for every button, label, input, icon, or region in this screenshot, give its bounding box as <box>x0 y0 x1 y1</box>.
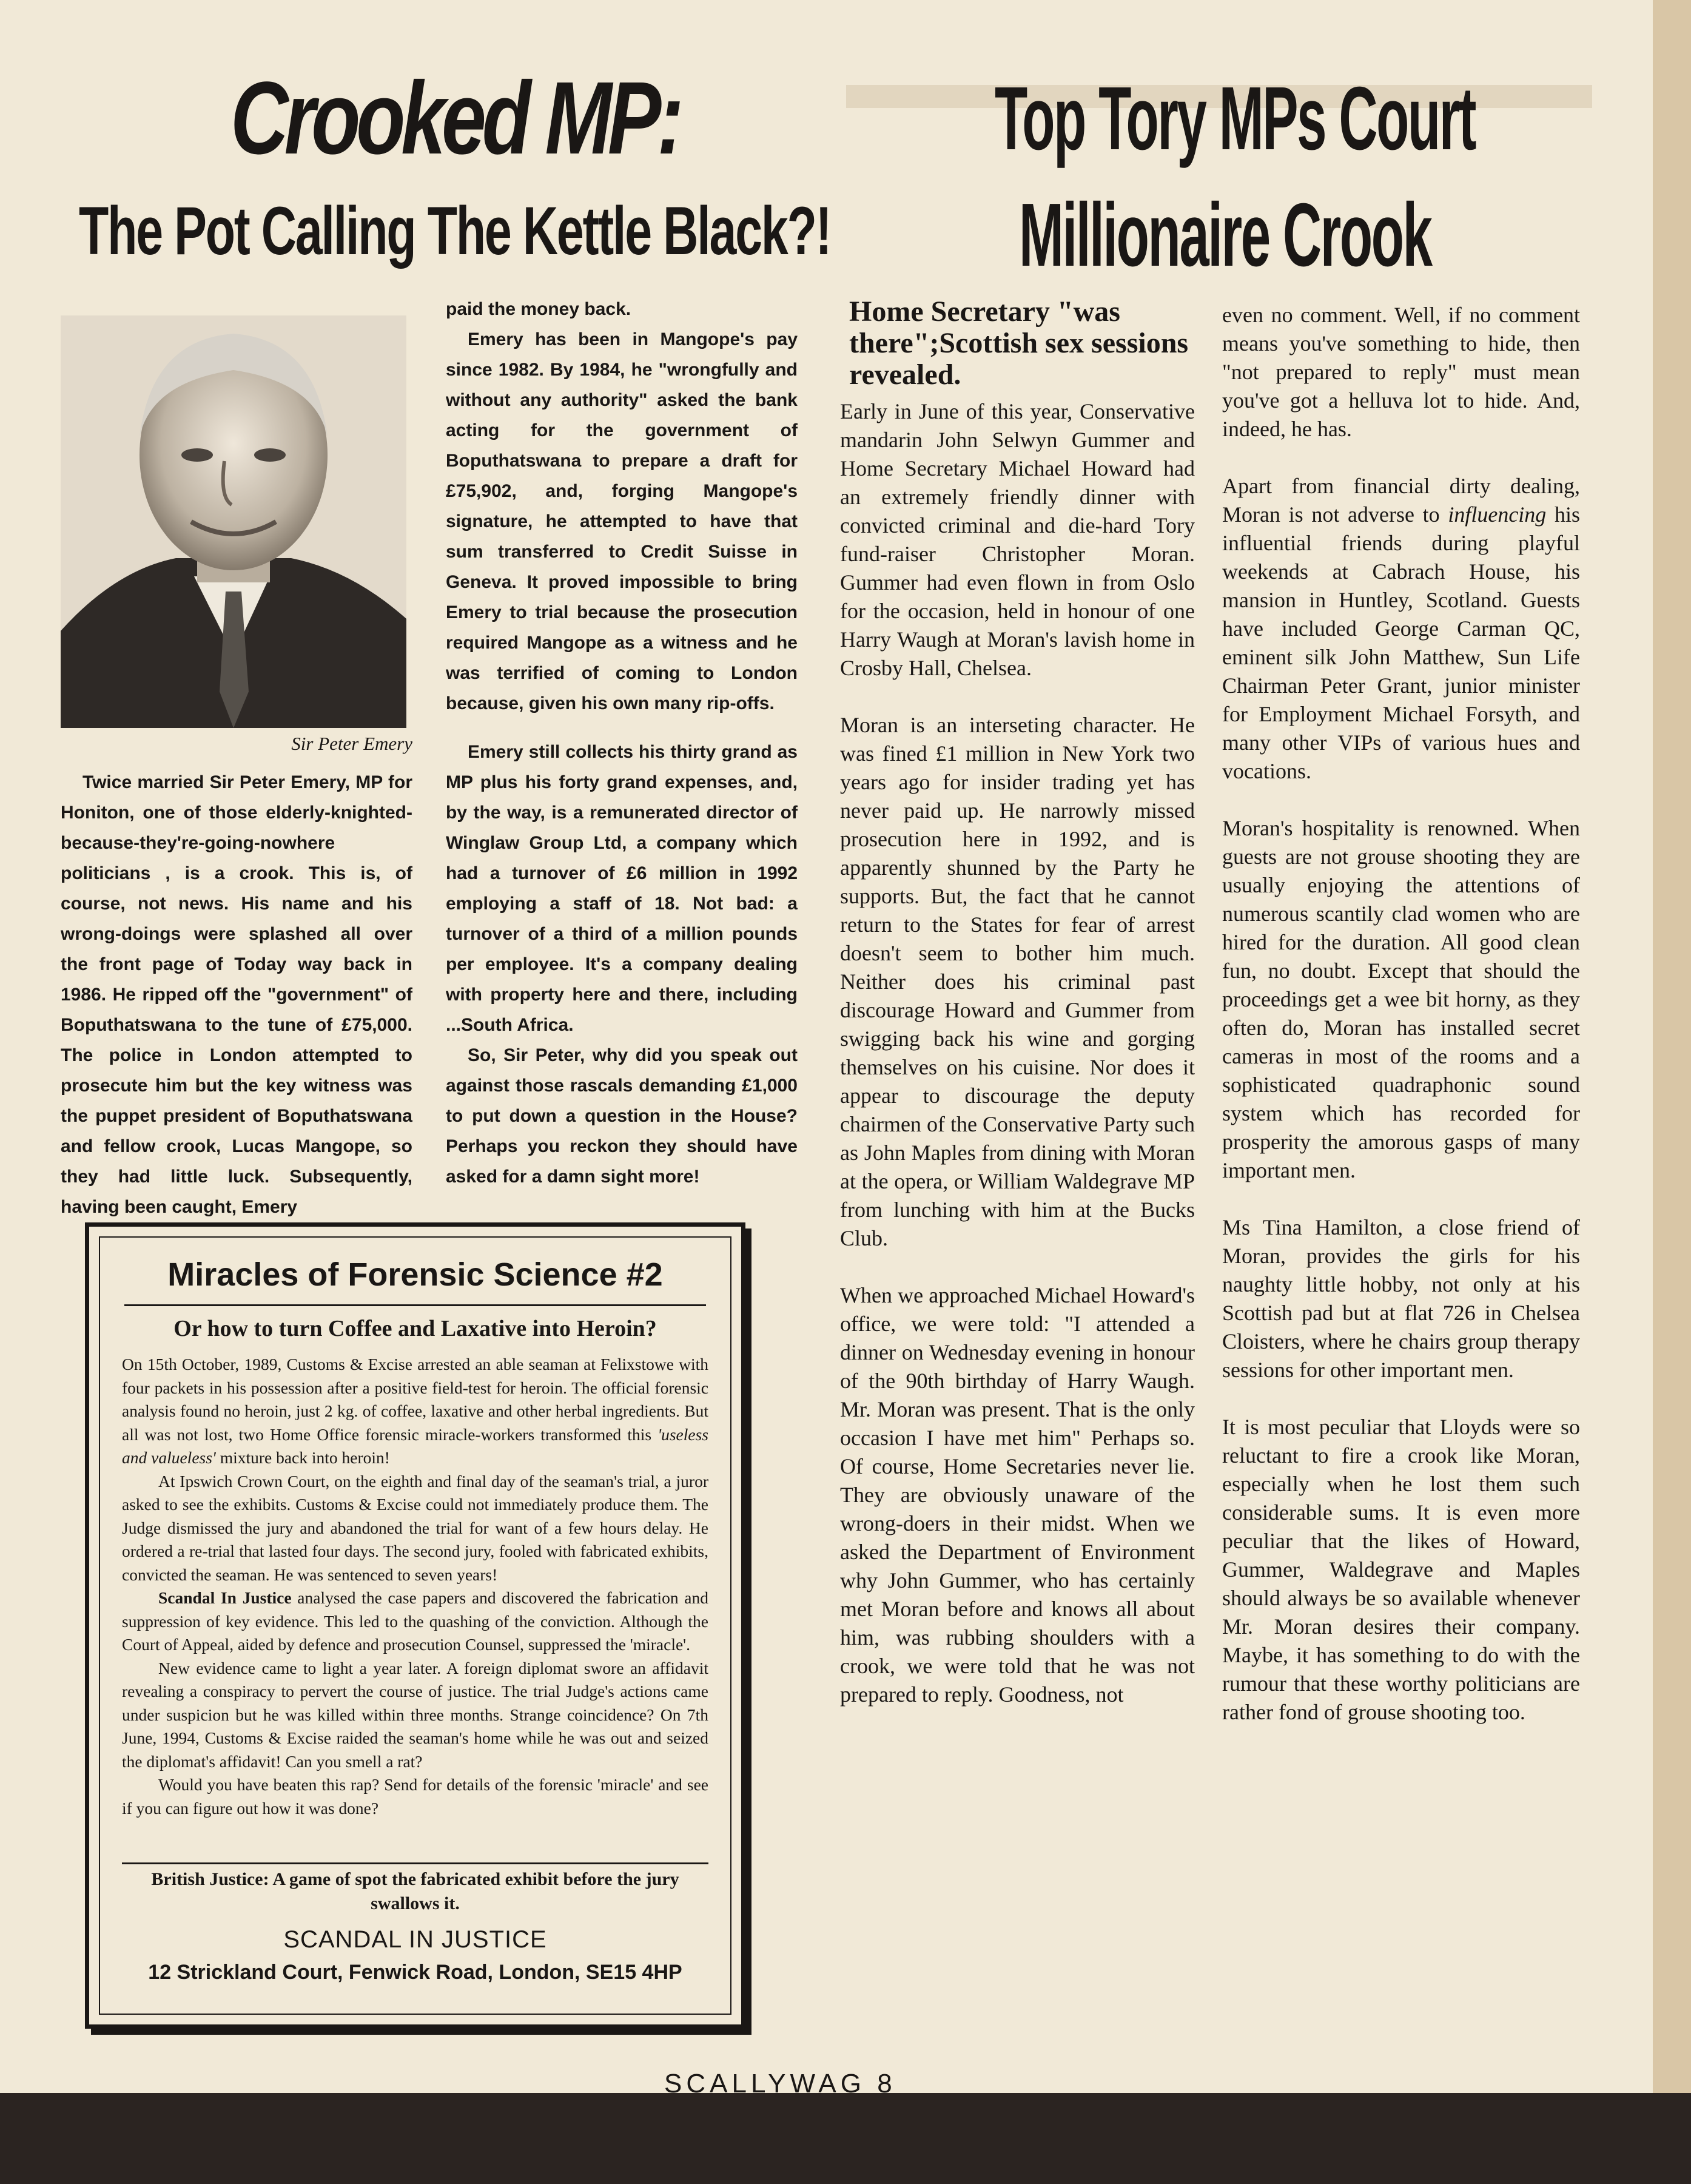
right-article-column-2 <box>1222 301 1580 1755</box>
right-paragraph-6: Moran's hospitality is renowned. When guests are not grouse shooting they are usually enjoying the attentions of numerous scantily clad women who are hired for the duration. All good clean fun, no doubt. Except that should the proceedings get a wee bit horny, as they often do, Moran has installed secret cameras in most of the rooms and a sophisticated quadraphonic sound system which has recorded for prosperity the amorous gasps of many important men. <box>1222 816 1580 1182</box>
right-paragraph-3: When we approached Michael Howard's office, we were told: "I attended a dinner on Wednesday evening in honour of the 90th birthday of Harry Waugh. Mr. Moran was present. That is the only occasion I have met him" Perhaps so. Of course, Home Secretaries never lie. They are obviously unaware of the wrong-doers in their midst. When we asked the Department of Environment why John Gummer, who has certainly met Moran before and knows all about him, was rubbing shoulders with a crook, we were told that he was not prepared to reply. Goodness, not <box>840 1283 1195 1707</box>
right-paragraph-7: Ms Tina Hamilton, a close friend of Moran, provides the girls for his naughty little hobby, not only at his Scottish pad but at flat 726 in Chelsea Cloisters, where he chairs group therapy sessions for other important men. <box>1222 1215 1580 1382</box>
left-paragraph-1: Twice married Sir Peter Emery, MP for Honiton, one of those elderly-knighted-because-they're-going-nowhere politicians , is a crook. This is, of course, not news. His name and his wrong-doings were splashed all over the front page of Today way back in 1986. He ripped off the "government" of Boputhatswana to the tune of £75,000. The police in London attempted to prosecute him but the key witness was the puppet president of Boputhatswana and fellow crook, Lucas Mangope, so they had little luck. Subsequently, having been caught, Emery <box>61 772 412 1217</box>
left-paragraph-4: Emery still collects his thirty grand as MP plus his forty grand expenses, and, by the way, is a remunerated director of Winglaw Group Ltd, a company which had a turnover of £6 million in 1992 employing a staff of 18. Not bad: a turnover of a third of a million pounds per employee. It's a company dealing with property here and there, including ...South Africa. <box>446 742 798 1035</box>
advert-paragraph-5: Would you have beaten this rap? Send for details of the forensic 'miracle' and see if you can figure out how it was done? <box>122 1775 708 1818</box>
advert-title: Miracles of Forensic Science #2 <box>167 1256 663 1293</box>
advert-rule <box>124 1304 706 1306</box>
advert-box <box>85 1222 745 2029</box>
left-article-column-2 <box>446 294 798 1192</box>
photo-caption: Sir Peter Emery <box>291 733 412 754</box>
adjacent-page-edge <box>1653 0 1691 2093</box>
advert-paragraph-2: At Ipswich Crown Court, on the eighth and final day of the seaman's trial, a juror asked to see the exhibits. Customs & Excise could not immediately produce them. The Judge dismissed the jury and abandoned the trial for want of a few hours delay. He ordered a re-trial that lasted four days. The second jury, fooled with fabricated exhibits, convicted the seaman. He was sentenced to seven years! <box>122 1471 708 1584</box>
right-subheadline: Millionaire Crook <box>1019 185 1431 285</box>
portrait-photo <box>61 315 406 728</box>
advert-separator <box>122 1862 708 1864</box>
left-paragraph-5: So, Sir Peter, why did you speak out against those rascals demanding £1,000 to put down a question in the House? Perhaps you reckon they should have asked for a damn sight more! <box>446 1045 798 1187</box>
advert-address: 12 Strickland Court, Fenwick Road, London, SE15 4HP <box>148 1961 682 1984</box>
right-headline: Top Tory MPs Court <box>995 69 1476 169</box>
left-article-column-1 <box>61 767 412 1222</box>
right-paragraph-5: Apart from financial dirty dealing, Moran is not adverse to influencing his influential friends during playful weekends at Cabrach House, his mansion in Huntley, Scotland. Guests have included George Carman QC, eminent silk John Matthew, Sun Life Chairman Peter Grant, junior minister for Employment Michael Forsyth, and many other VIPs of various hues and vocations. <box>1222 474 1580 783</box>
advert-paragraph-3: Scandal In Justice analysed the case papers and discovered the fabrication and suppression of key evidence. This led to the quashing of the conviction. Although the Court of Appeal, aided by defence and prosecution Counsel, suppressed the 'miracle'. <box>122 1588 708 1654</box>
page-footer: SCALLYWAG 8 <box>664 2069 896 2098</box>
right-paragraph-2: Moran is an interseting character. He was fined £1 million in New York two years ago for insider trading yet has never paid up. He narrowly missed prosecution here in 1992, and is apparently shunned by the Party he supports. But, the fact that he cannot return to the States for fear of arrest doesn't seem to bother him much. Neither does his criminal past discourage Howard and Gummer from swigging back his wine and gorging themselves on his cuisine. Nor does it appear to discourage the deputy chairmen of the Conservative Party such as John Maples from dining with Moran at the opera, or William Waldegrave MP from lunching with him at the Bucks Club. <box>840 713 1195 1250</box>
right-standfirst: Home Secretary "was there";Scottish sex sessions revealed. <box>849 295 1189 391</box>
advert-paragraph-4: New evidence came to light a year later. A foreign diplomat swore an affidavit revealing a conspiracy to pervert the course of justice. The trial Judge's actions came under suspicion but he was killed within three months. Strange coincidence? On 7th June, 1994, Customs & Excise raided the seaman's home while he was out and seized the diplomat's affidavit! Can you smell a rat? <box>122 1658 708 1771</box>
left-paragraph-3: Emery has been in Mangope's pay since 1982. By 1984, he "wrongfully and without any authority" asked the bank acting for the government of Boputhatswana to prepare a draft for £75,902, and, forging Mangope's signature, he attempted to have that sum transferred to Credit Suisse in Geneva. It proved impossible to bring Emery to trial because the prosecution required Mangope as a witness and he was terrified of coming to London because, given his own many rip-offs. <box>446 329 798 713</box>
advert-org-name: SCANDAL IN JUSTICE <box>283 1926 547 1953</box>
advert-justice-line: British Justice: A game of spot the fabricated exhibit before the jury swallows it. <box>151 1869 679 1913</box>
right-paragraph-8: It is most peculiar that Lloyds were so reluctant to fire a crook like Moran, especially when he lost them such considerable sums. It is even more peculiar that the likes of Howard, Gummer, Waldegrave and Maples should always be so available whenever Mr. Moran desires their company. Maybe, it has something to do with the rumour that these worthy politicians are rather fond of grouse shooting too. <box>1222 1415 1580 1724</box>
right-article-column-1 <box>840 397 1195 1737</box>
right-paragraph-4: even no comment. Well, if no comment means you've something to hide, then "not prepared to reply" must mean you've got a helluva lot to hide. And, indeed, he has. <box>1222 303 1580 441</box>
left-paragraph-2: paid the money back. <box>446 299 631 319</box>
advert-body <box>122 1353 708 1820</box>
right-paragraph-1: Early in June of this year, Conservative mandarin John Selwyn Gummer and Home Secretary Michael Howard had an extremely friendly dinner with convicted criminal and die-hard Tory fund-raiser Christopher Moran. Gummer had even flown in from Oslo for the occasion, held in honour of one Harry Waugh at Moran's lavish home in Crosby Hall, Chelsea. <box>840 399 1195 680</box>
left-subheadline: The Pot Calling The Kettle Black?! <box>79 193 831 269</box>
advert-subtitle: Or how to turn Coffee and Laxative into Heroin? <box>173 1316 657 1341</box>
advert-inner-frame <box>99 1236 731 2015</box>
advert-paragraph-1: On 15th October, 1989, Customs & Excise arrested an able seaman at Felixstowe with four packets in his possession after a positive field-test for heroin. The official forensic analysis found no heroin, just 2 kg. of coffee, laxative and other herbal ingredients. But all was not lost, two Home Office forensic miracle-workers transformed this 'useless and valueless' mixture back into heroin! <box>122 1355 708 1467</box>
left-headline: Crooked MP: <box>230 61 680 176</box>
